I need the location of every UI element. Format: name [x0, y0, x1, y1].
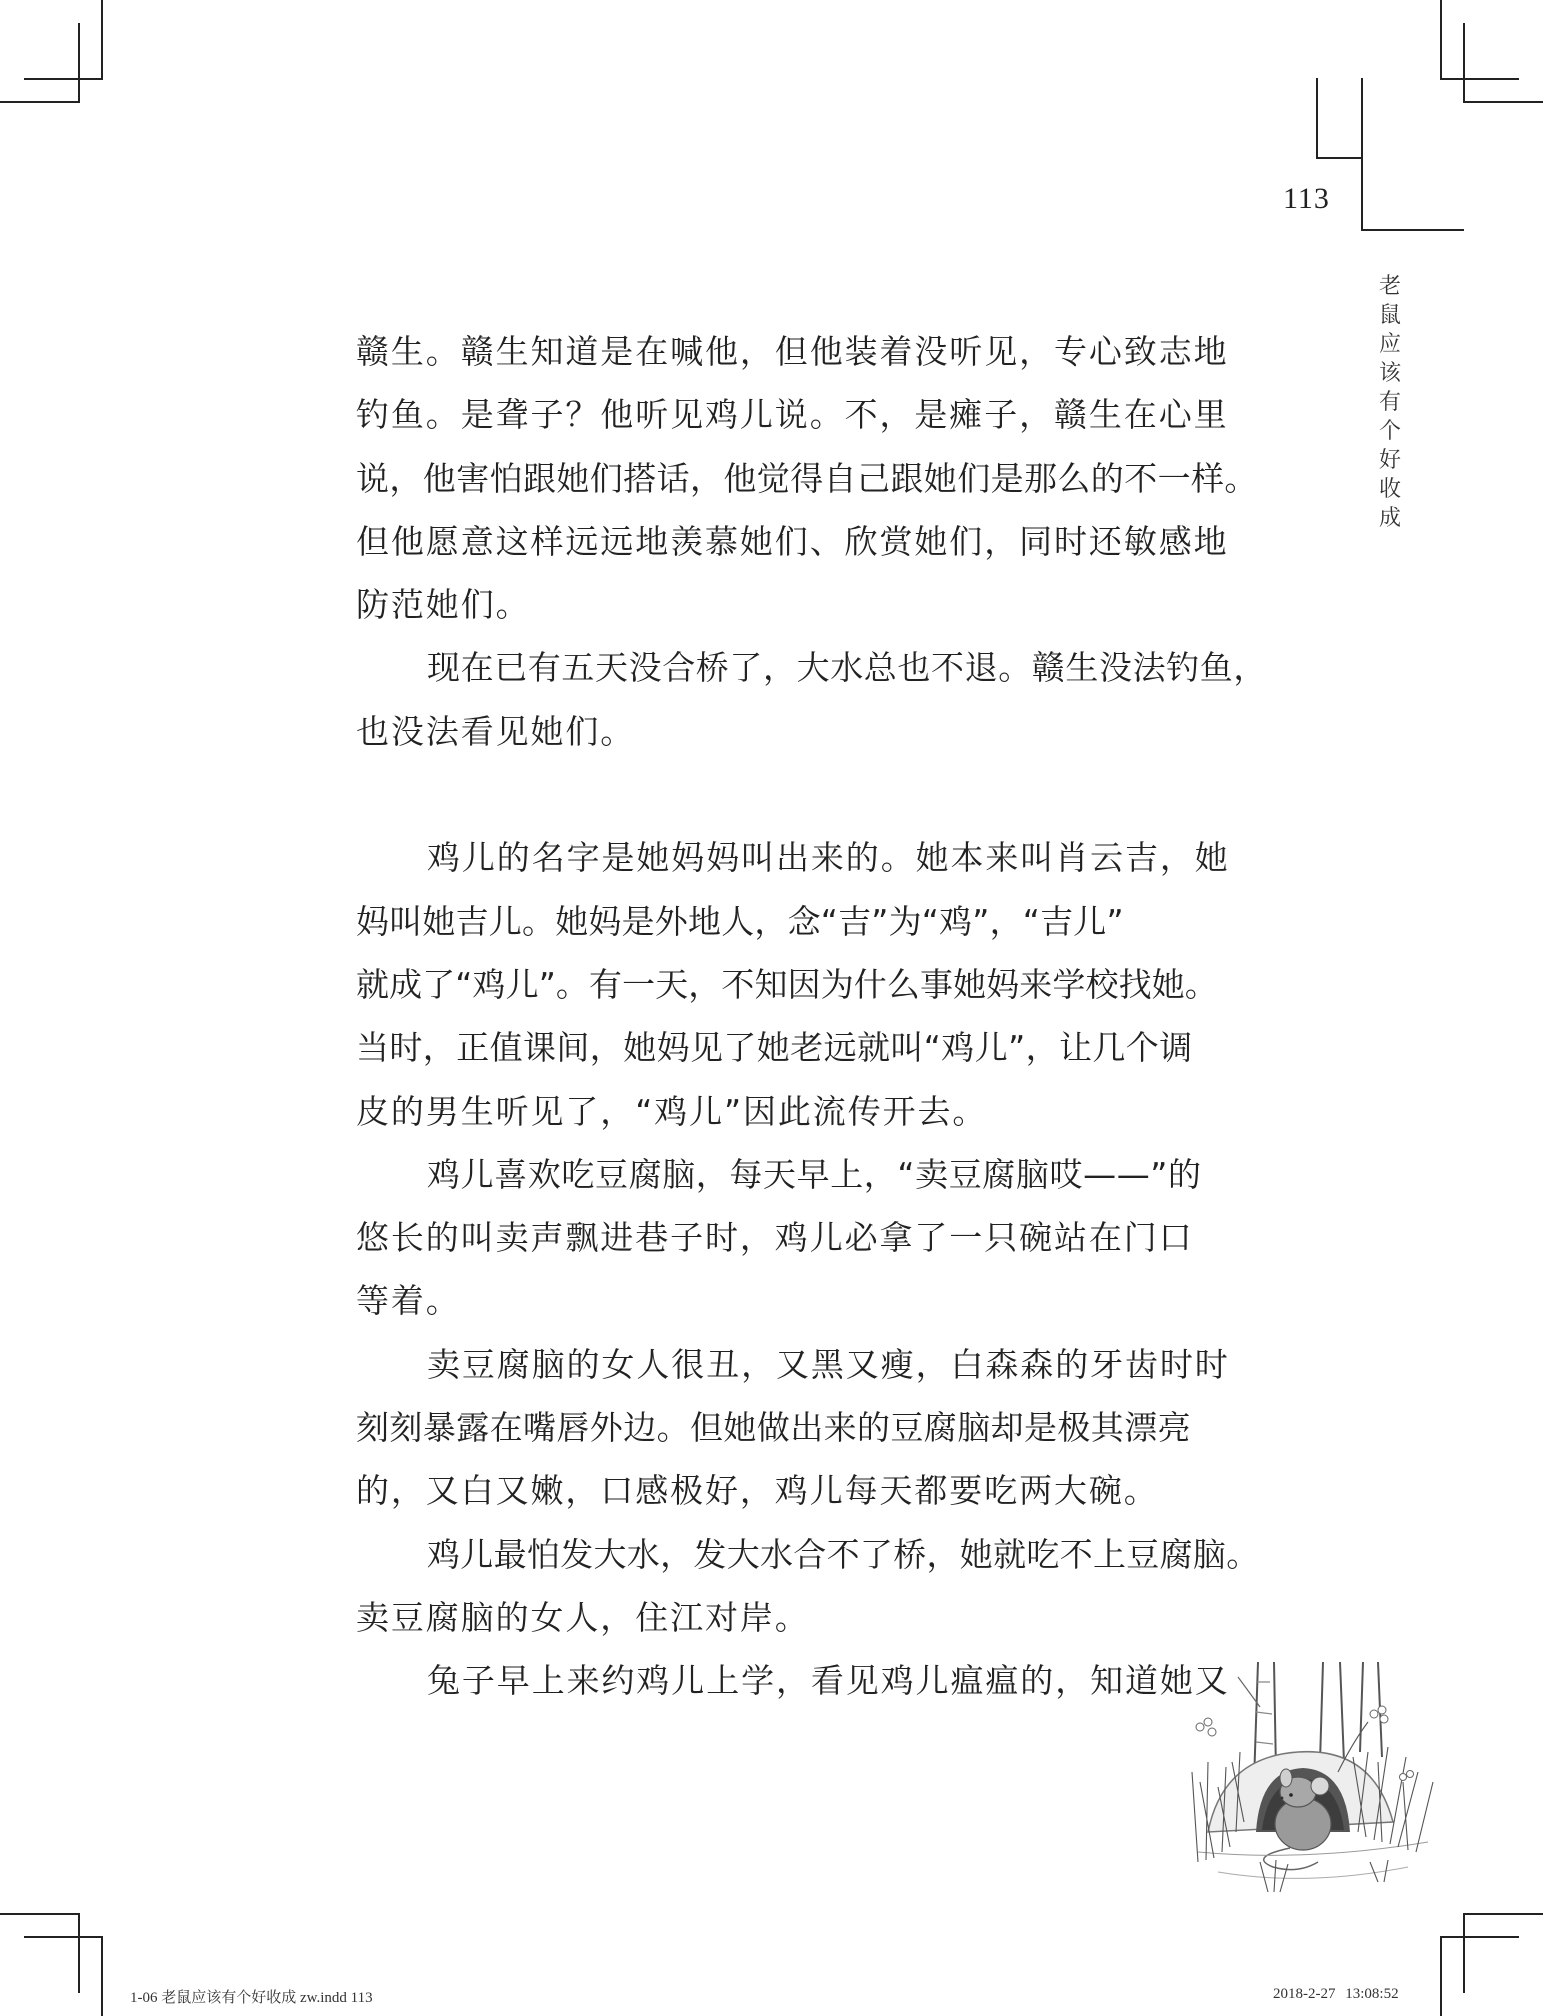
text-line: 刻刻暴露在嘴唇外边。但她做出来的豆腐脑却是极其漂亮	[356, 1408, 1191, 1448]
mouse-burrow-illustration	[1178, 1662, 1440, 1898]
running-title-char: 该	[1378, 361, 1401, 386]
crop-mark	[1463, 23, 1465, 103]
crop-mark	[1440, 0, 1442, 79]
text-line: 说，他害怕跟她们搭话，他觉得自己跟她们是那么的不一样。	[356, 458, 1258, 498]
crop-mark	[24, 78, 103, 80]
text-line: 皮的男生听见了，“鸡儿”因此流传开去。	[356, 1091, 988, 1131]
running-title-char: 有	[1378, 390, 1401, 415]
text-line: 的，又白又嫩，口感极好，鸡儿每天都要吃两大碗。	[356, 1471, 1159, 1511]
crop-mark	[1463, 1913, 1465, 1993]
text-line: 当时，正值课间，她妈见了她老远就叫“鸡儿”，让几个调	[356, 1028, 1193, 1068]
text-line: 卖豆腐脑的女人，住江对岸。	[356, 1597, 810, 1637]
text-line: 现在已有五天没合桥了，大水总也不退。赣生没法钓鱼，	[427, 648, 1267, 688]
crop-mark	[1440, 1936, 1442, 2016]
text-line: 鸡儿喜欢吃豆腐脑，每天早上，“卖豆腐脑哎——”的	[427, 1154, 1202, 1194]
header-rule	[1316, 78, 1318, 158]
text-line: 但他愿意这样远远地羡慕她们、欣赏她们，同时还敏感地	[356, 521, 1229, 561]
crop-mark	[78, 23, 80, 103]
crop-mark	[24, 1936, 103, 1938]
crop-mark	[1463, 101, 1543, 103]
running-title-char: 鼠	[1378, 303, 1401, 328]
crop-mark	[78, 1913, 80, 1993]
crop-mark	[1440, 78, 1519, 80]
text-line: 赣生。赣生知道是在喊他，但他装着没听见，专心致志地	[356, 332, 1229, 371]
running-title-char: 个	[1378, 419, 1401, 444]
running-title-char: 收	[1378, 477, 1401, 502]
text-line: 就成了“鸡儿”。有一天，不知因为什么事她妈来学校找她。	[356, 964, 1218, 1004]
header-rule	[1361, 78, 1363, 230]
text-line: 悠长的叫卖声飘进巷子时，鸡儿必拿了一只碗站在门口	[356, 1218, 1194, 1258]
running-title-char: 成	[1378, 506, 1401, 531]
text-line: 兔子早上来约鸡儿上学，看见鸡儿瘟瘟的，知道她又	[427, 1661, 1230, 1701]
page-number: 113	[1283, 182, 1330, 215]
header-rule	[1316, 157, 1362, 159]
running-title-char: 应	[1378, 332, 1401, 357]
crop-mark	[1440, 1936, 1519, 1938]
text-line: 等着。	[356, 1281, 461, 1321]
text-line: 钓鱼。是聋子？他听见鸡儿说。不，是瘫子，赣生在心里	[356, 395, 1229, 435]
crop-mark	[0, 101, 80, 103]
text-line: 鸡儿的名字是她妈妈叫出来的。她本来叫肖云吉，她	[427, 838, 1230, 878]
slug-filename: 1-06 老鼠应该有个好收成 zw.indd 113	[130, 1990, 373, 2006]
header-rule	[1361, 229, 1464, 231]
running-title-char: 老	[1378, 274, 1401, 299]
text-line: 防范她们。	[356, 585, 531, 625]
crop-mark	[101, 1936, 103, 2016]
body-text	[356, 320, 1267, 1713]
text-line: 妈叫她吉儿。她妈是外地人，念“吉”为“鸡”，“吉儿”	[356, 901, 1124, 941]
slug-timestamp: 2018-2-27 13:08:52	[1273, 1986, 1399, 2002]
running-title	[1376, 272, 1404, 533]
text-line: 也没法看见她们。	[356, 711, 636, 751]
crop-mark	[101, 0, 103, 79]
crop-mark	[1463, 1913, 1543, 1915]
text-line: 鸡儿最怕发大水，发大水合不了桥，她就吃不上豆腐脑。	[427, 1534, 1260, 1574]
running-title-char: 好	[1378, 448, 1401, 473]
section-break	[356, 763, 1216, 826]
text-line: 卖豆腐脑的女人很丑，又黑又瘦，白森森的牙齿时时	[427, 1344, 1230, 1384]
crop-mark	[0, 1913, 80, 1915]
